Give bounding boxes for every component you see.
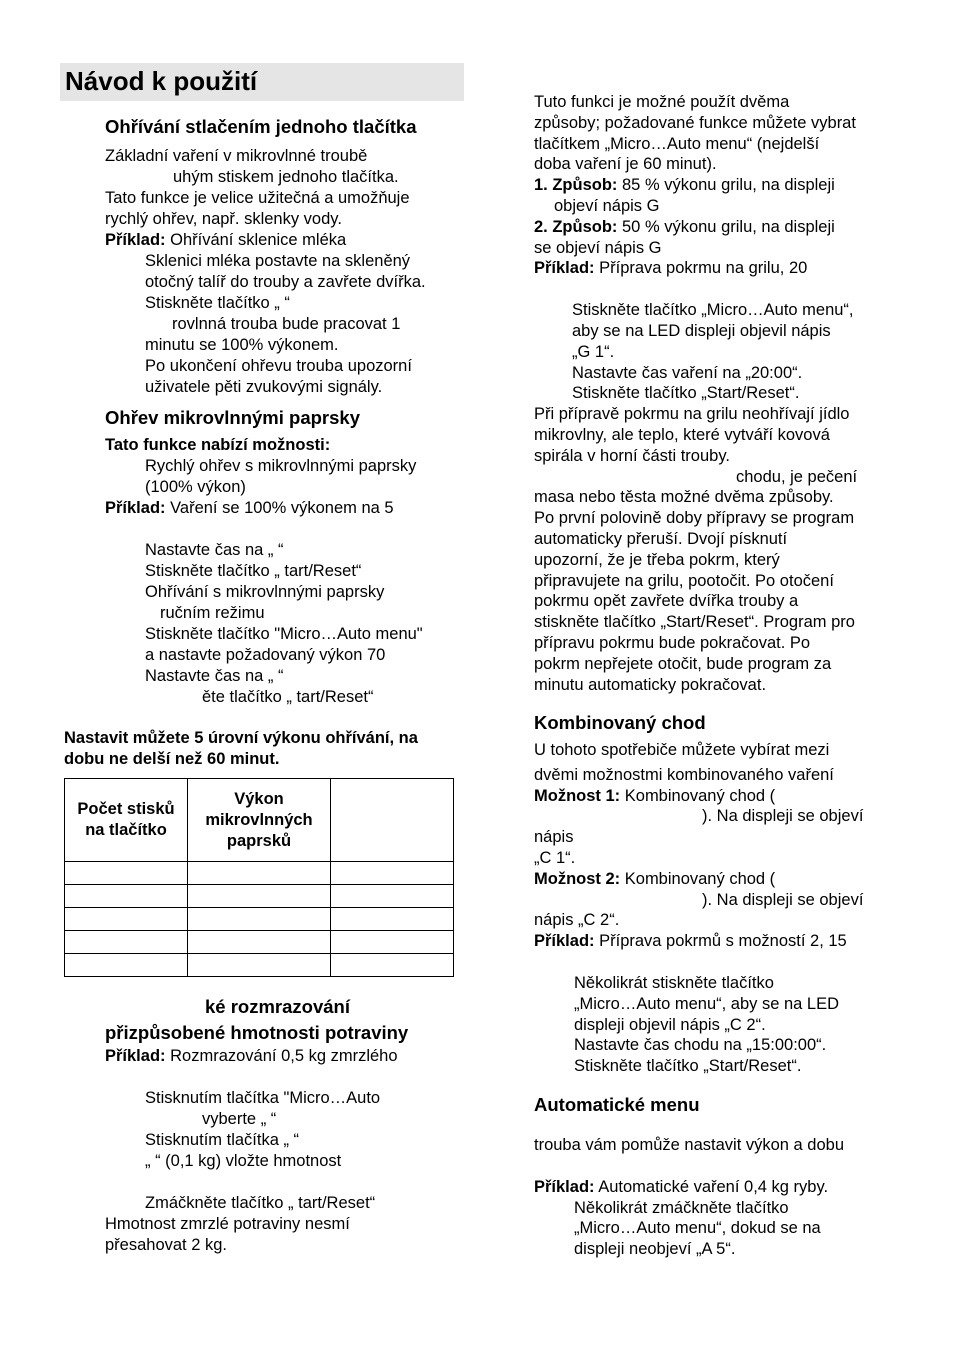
- text-line: masa nebo těsta možné dvěma způsoby.: [534, 488, 834, 507]
- text-line: přípravu pokrmu bude pokračovat. Po: [534, 633, 811, 652]
- step-line: Zmáčkněte tlačítko „ tart/Reset“: [145, 1194, 376, 1212]
- table-row: [65, 908, 454, 931]
- step-line: Několikrát stiskněte tlačítko: [574, 973, 774, 992]
- section-heading: Ohřívání stlačením jednoho tlačítka: [105, 116, 417, 137]
- example-line: [534, 1177, 934, 1198]
- step-line: vyberte „ “: [202, 1110, 277, 1128]
- step-line: rovlnná trouba bude pracovat 1: [172, 315, 401, 333]
- section-one-touch: [105, 114, 465, 398]
- section-heading: Automatické menu: [534, 1094, 700, 1115]
- text-line: dvěmi možnostmi kombinovaného vaření: [534, 765, 834, 784]
- power-levels-table: [64, 778, 454, 977]
- table-cell: [65, 862, 188, 885]
- example-label: Příklad:: [534, 932, 595, 951]
- step-line: Ohřívání s mikrovlnnými paprsky: [145, 583, 385, 601]
- text-line: U tohoto spotřebiče můžete vybírat mezi: [534, 741, 830, 759]
- table-row: [65, 862, 454, 885]
- text-line: spirála v horní části trouby.: [534, 446, 730, 465]
- step-line: Sklenici mléka postavte na skleněný: [145, 252, 411, 270]
- text-line: upozorní, že je třeba pokrm, který: [534, 550, 780, 569]
- step-line: Stiskněte tlačítko „ “: [145, 294, 290, 312]
- text-line: objeví nápis G: [554, 196, 660, 215]
- option-line: [534, 869, 934, 890]
- example-label: Příklad:: [105, 499, 166, 517]
- table-row: [65, 931, 454, 954]
- text-line: Tato funkce je velice užitečná a umožňuje: [105, 189, 410, 207]
- table-cell: [331, 908, 454, 931]
- table-row: [65, 954, 454, 977]
- method-line: [534, 217, 934, 238]
- table-cell: [65, 931, 188, 954]
- option-label: Možnost 1:: [534, 786, 621, 805]
- step-line: Po ukončení ohřevu trouba upozorní: [145, 357, 412, 375]
- example-text: Rozmrazování 0,5 kg zmrzlého: [165, 1047, 398, 1065]
- table-cell: [331, 931, 454, 954]
- example-line: [105, 1046, 465, 1067]
- text-line: „C 1“.: [534, 848, 576, 867]
- method-label: 2. Způsob:: [534, 217, 618, 236]
- method-text: 85 % výkonu grilu, na displeji: [617, 176, 835, 195]
- table-cell: [188, 885, 331, 908]
- example-label: Příklad:: [105, 231, 166, 249]
- table-header-cell: [65, 779, 188, 862]
- page-title-bar: [60, 63, 464, 101]
- step-line: „Micro…Auto menu“, dokud se na: [574, 1219, 821, 1238]
- text-line: doba vaření je 60 minut).: [534, 155, 717, 174]
- text-line: automaticky přeruší. Dvojí písknutí: [534, 529, 788, 548]
- text-line: nápis „C 2“.: [534, 911, 620, 930]
- option-text: Kombinovaný chod (: [620, 786, 776, 805]
- text-line: Základní vaření v mikrovlnné troubě: [105, 147, 368, 165]
- table-cell: [331, 885, 454, 908]
- method-line: [534, 175, 934, 196]
- step-line: Stiskněte tlačítko „Start/Reset“.: [574, 1057, 802, 1076]
- intro-bold: Tato funkce nabízí možnosti:: [105, 436, 331, 454]
- example-text: Vaření se 100% výkonem na 5: [165, 499, 394, 517]
- step-line: ěte tlačítko „ tart/Reset“: [202, 688, 374, 706]
- step-line: „G 1“.: [572, 342, 615, 361]
- table-cell: [65, 908, 188, 931]
- example-label: Příklad:: [534, 259, 595, 278]
- example-line: [534, 931, 934, 952]
- method-text: 50 % výkonu grilu, na displeji: [617, 217, 835, 236]
- step-line: Stiskněte tlačítko „ tart/Reset“: [145, 562, 362, 580]
- example-text: Příprava pokrmu na grilu, 20: [594, 259, 808, 278]
- table-cell: [65, 885, 188, 908]
- example-label: Příklad:: [534, 1177, 595, 1196]
- table-cell: [188, 931, 331, 954]
- text-line: (100% výkon): [145, 478, 246, 496]
- example-line: [105, 498, 465, 519]
- step-line: Stiskněte tlačítko „Micro…Auto menu“,: [572, 301, 854, 320]
- page-title: Návod k použití: [65, 66, 258, 96]
- step-line: a nastavte požadovaný výkon 70: [145, 646, 386, 664]
- step-line: Nastavte čas vaření na „20:00“.: [572, 363, 803, 382]
- table-cell: [188, 954, 331, 977]
- step-line: Stiskněte tlačítko „Start/Reset“.: [572, 384, 800, 403]
- text-line: způsoby; požadované funkce můžete vybrat: [534, 113, 856, 132]
- text-line: chodu, je pečení: [736, 467, 858, 486]
- text-line: rychlý ohřev, např. sklenky vody.: [105, 210, 342, 228]
- table-header-row: [65, 779, 454, 862]
- table-cell: [331, 862, 454, 885]
- step-line: Stiskněte tlačítko "Micro…Auto menu": [145, 625, 423, 643]
- header-text: Počet stisků na tlačítko: [77, 800, 175, 839]
- text-line: Hmotnost zmrzlé potraviny nesmí: [105, 1215, 350, 1233]
- text-line: mikrovlny, ale teplo, které vytváří kovová: [534, 425, 830, 444]
- text-line: připravujete na grilu, pootočit. Po otočení: [534, 571, 834, 590]
- text-line: ). Na displeji se objeví: [702, 890, 864, 909]
- section-combined: [534, 710, 934, 1077]
- text-line: uhým stiskem jednoho tlačítka.: [173, 168, 399, 186]
- section-heading: Ohřev mikrovlnnými paprsky: [105, 407, 360, 428]
- example-label: Příklad:: [105, 1047, 166, 1065]
- step-line: uživatele pěti zvukovými signály.: [145, 378, 383, 396]
- section-heading: ké rozmrazování: [205, 996, 350, 1017]
- text-line: minutu automaticky pokračovat.: [534, 675, 767, 694]
- table-cell: [188, 908, 331, 931]
- step-line: aby se na LED displeji objevil nápis: [572, 321, 831, 340]
- step-line: otočný talíř do trouby a zavřete dvířka.: [145, 273, 426, 291]
- text-line: přesahovat 2 kg.: [105, 1236, 227, 1254]
- text-line: trouba vám pomůže nastavit výkon a dobu: [534, 1136, 845, 1154]
- text-line: pokrmu opět zavřete dvířka trouby a: [534, 592, 799, 611]
- step-line: Několikrát zmáčkněte tlačítko: [574, 1198, 789, 1217]
- step-line: Nastavte čas na „ “: [145, 541, 284, 559]
- option-label: Možnost 2:: [534, 869, 621, 888]
- method-label: 1. Způsob:: [534, 176, 618, 195]
- example-text: Automatické vaření 0,4 kg ryby.: [594, 1177, 829, 1196]
- text-line: stiskněte tlačítko „Start/Reset“. Program pro: [534, 613, 855, 632]
- example-line: [105, 230, 465, 251]
- step-line: minutu se 100% výkonem.: [145, 336, 339, 354]
- table-cell: [331, 954, 454, 977]
- table-row: [65, 885, 454, 908]
- step-line: displeji neobjeví „A 5“.: [574, 1240, 736, 1259]
- table-cell: [65, 954, 188, 977]
- step-line: displeji objevil nápis „C 2“.: [574, 1015, 766, 1034]
- example-line: [534, 258, 934, 279]
- step-line: Stisknutím tlačítka „ “: [145, 1131, 300, 1149]
- power-levels-note: [64, 728, 464, 770]
- step-line: Nastavte čas na „ “: [145, 667, 284, 685]
- section-microwave-heating: [105, 405, 465, 708]
- text-line: nápis: [534, 828, 574, 847]
- text-line: se objeví nápis G: [534, 238, 662, 257]
- section-defrost-by-weight: [105, 994, 465, 1256]
- step-line: Nastavte čas chodu na „15:00:00“.: [574, 1036, 827, 1055]
- step-line: Stisknutím tlačítka "Micro…Auto: [145, 1089, 381, 1107]
- text-line: Po první polovině doby přípravy se program: [534, 509, 855, 528]
- text-line: Při přípravě pokrmu na grilu neohřívají jídlo: [534, 405, 850, 424]
- note-line: dobu ne delší než 60 minut.: [64, 750, 280, 768]
- section-auto-menu: [534, 1092, 934, 1260]
- table-cell: [188, 862, 331, 885]
- section-heading: přizpůsobené hmotnosti potraviny: [105, 1022, 409, 1043]
- text-line: pokrm nepřejete otočit, bude program za: [534, 654, 832, 673]
- section-grill: [534, 92, 934, 695]
- step-line: „ “ (0,1 kg) vložte hmotnost: [145, 1152, 342, 1170]
- text-line: Tuto funkci je možné použít dvěma: [534, 93, 790, 111]
- option-line: [534, 786, 934, 807]
- table-header-cell: [188, 779, 331, 862]
- text-line: ). Na displeji se objeví: [702, 807, 864, 826]
- text-line: tlačítkem „Micro…Auto menu“ (nejdelší: [534, 134, 820, 153]
- step-line: ručním režimu: [160, 604, 265, 622]
- example-text: Ohřívání sklenice mléka: [165, 231, 347, 249]
- text-line: Rychlý ohřev s mikrovlnnými paprsky: [145, 457, 417, 475]
- header-text: Výkon mikrovlnných paprsků: [205, 789, 313, 850]
- option-text: Kombinovaný chod (: [620, 869, 776, 888]
- section-heading: Kombinovaný chod: [534, 712, 706, 733]
- note-line: Nastavit můžete 5 úrovní výkonu ohřívání, na: [64, 729, 418, 747]
- example-text: Příprava pokrmů s možností 2, 15: [594, 932, 847, 951]
- step-line: „Micro…Auto menu“, aby se na LED: [574, 994, 840, 1013]
- table-header-cell: [331, 779, 454, 862]
